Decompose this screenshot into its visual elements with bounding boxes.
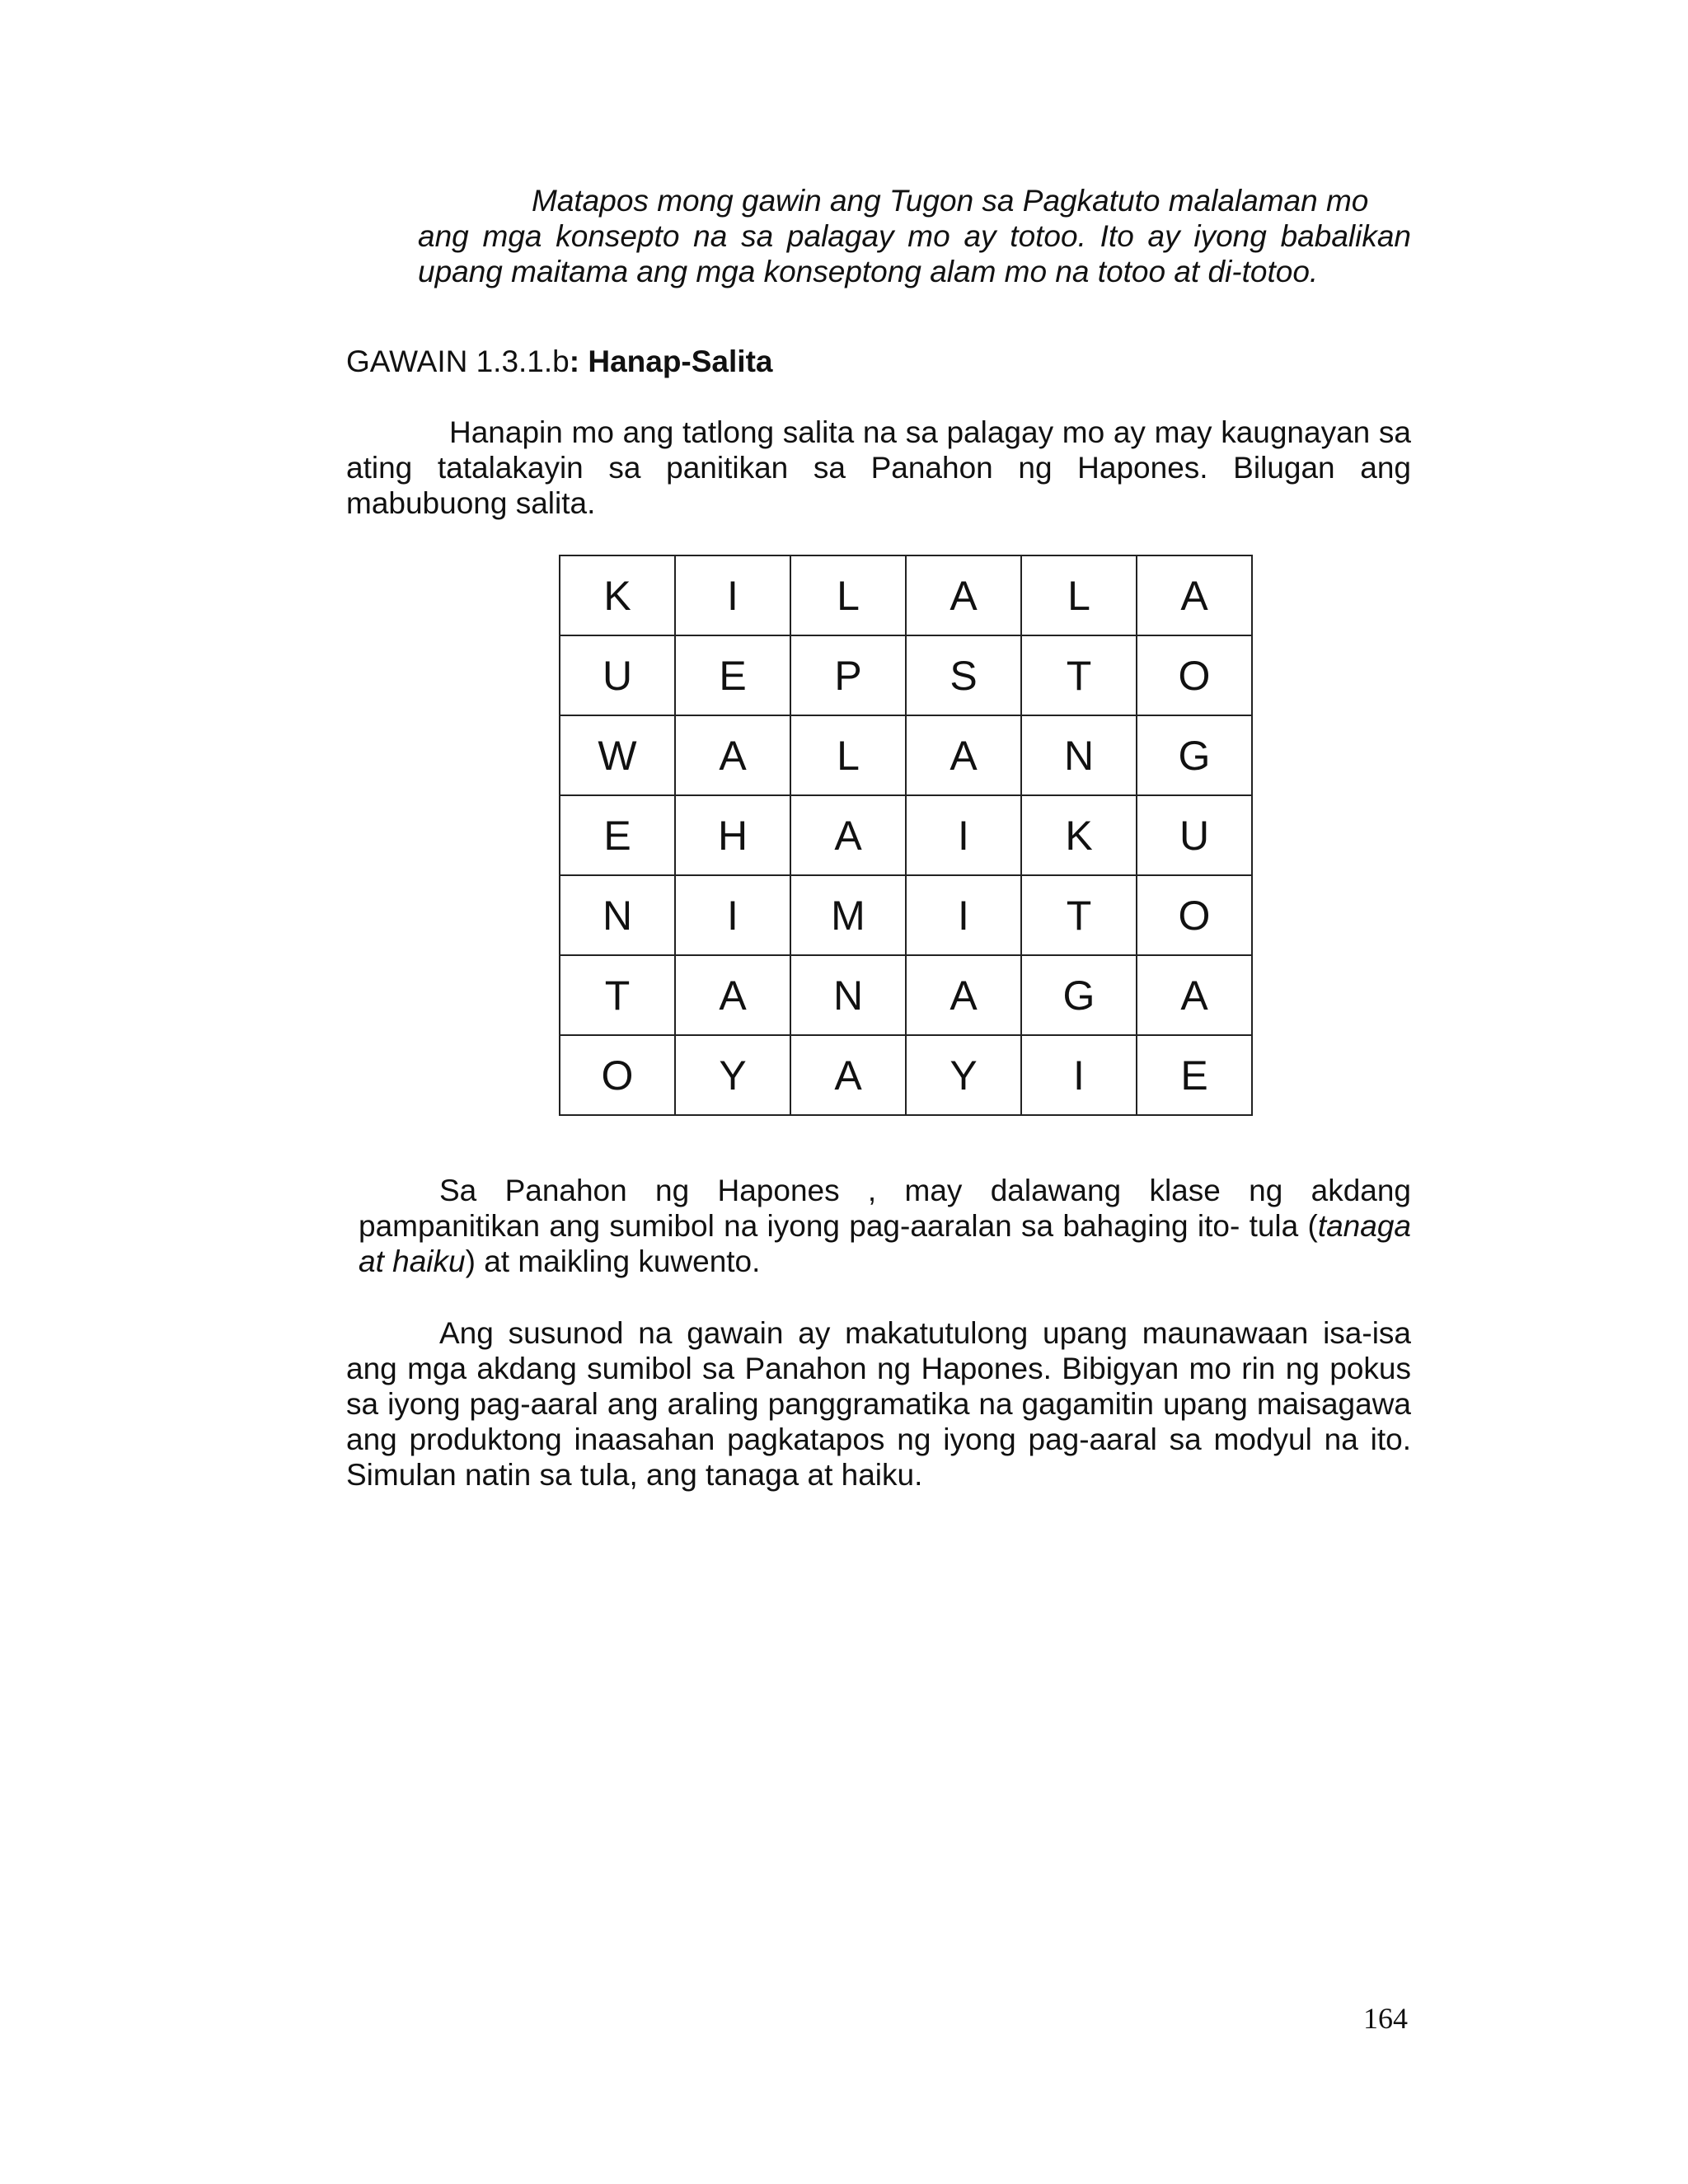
grid-cell: L (790, 555, 906, 635)
intro-line-2: ang mga konsepto na sa palagay mo ay totoo. Ito ay iyong babalikan (418, 219, 1411, 253)
grid-cell: U (1137, 795, 1252, 875)
grid-cell: A (790, 1035, 906, 1115)
periods-italic-term: tanaga at haiku (359, 1209, 1411, 1278)
grid-cell: A (790, 795, 906, 875)
grid-cell: G (1137, 715, 1252, 795)
grid-cell: O (1137, 635, 1252, 715)
grid-cell: G (1021, 955, 1137, 1035)
grid-cell: E (1137, 1035, 1252, 1115)
grid-row (560, 555, 1252, 635)
periods-text-before: Sa Panahon ng Hapones , may dalawang klase ng akdang pampanitikan ang sumibol na iyong pag-aaralan sa bahaging ito- tula ( (359, 1174, 1411, 1243)
grid-cell: I (1021, 1035, 1137, 1115)
grid-cell: L (790, 715, 906, 795)
grid-cell: I (906, 875, 1021, 955)
grid-cell: A (675, 715, 790, 795)
grid-cell: A (906, 555, 1021, 635)
grid-cell: A (906, 715, 1021, 795)
instruction-paragraph: Hanapin mo ang tatlong salita na sa palagay mo ay may kaugnayan sa ating tatalakayin sa panitikan sa Panahon ng Hapones. Bilugan ang mabubuong salita. (346, 415, 1411, 520)
grid-cell: I (906, 795, 1021, 875)
grid-cell: S (906, 635, 1021, 715)
grid-row (560, 955, 1252, 1035)
grid-cell: N (1021, 715, 1137, 795)
grid-cell: I (675, 555, 790, 635)
page-number: 164 (1363, 2002, 1408, 2035)
grid-cell: O (1137, 875, 1252, 955)
grid-cell: A (906, 955, 1021, 1035)
grid-cell: L (1021, 555, 1137, 635)
grid-row (560, 875, 1252, 955)
grid-cell: M (790, 875, 906, 955)
grid-cell: I (675, 875, 790, 955)
grid-cell: N (560, 875, 675, 955)
periods-text-after: ) at maikling kuwento. (465, 1244, 761, 1278)
grid-cell: T (560, 955, 675, 1035)
grid-cell: T (1021, 635, 1137, 715)
intro-line-3: upang maitama ang mga konseptong alam mo na totoo at di-totoo. (418, 255, 1319, 288)
grid-cell: A (675, 955, 790, 1035)
grid-cell: T (1021, 875, 1137, 955)
activity-heading (346, 344, 772, 379)
grid-cell: O (560, 1035, 675, 1115)
grid-cell: K (1021, 795, 1137, 875)
intro-line-1: Matapos mong gawin ang Tugon sa Pagkatuto malalaman mo (532, 184, 1369, 218)
grid-row (560, 795, 1252, 875)
grid-cell: E (560, 795, 675, 875)
activity-title: : Hanap-Salita (569, 344, 773, 378)
grid-cell: N (790, 955, 906, 1035)
grid-row (560, 635, 1252, 715)
grid-cell: Y (906, 1035, 1021, 1115)
grid-row (560, 1035, 1252, 1115)
grid-cell: Y (675, 1035, 790, 1115)
grid-row (560, 715, 1252, 795)
grid-cell: U (560, 635, 675, 715)
grid-cell: W (560, 715, 675, 795)
activity-number: GAWAIN 1.3.1.b (346, 344, 570, 378)
periods-paragraph (359, 1173, 1411, 1279)
grid-cell: K (560, 555, 675, 635)
grid-cell: H (675, 795, 790, 875)
word-search-table (559, 555, 1253, 1116)
grid-cell: P (790, 635, 906, 715)
intro-paragraph (418, 183, 1411, 289)
grid-cell: E (675, 635, 790, 715)
grid-cell: A (1137, 955, 1252, 1035)
next-activity-paragraph: Ang susunod na gawain ay makatutulong upang maunawaan isa-isa ang mga akdang sumibol sa Panahon ng Hapones. Bibigyan mo rin ng pokus sa iyong pag-aaral ang araling panggramatika na gagamitin upang maisagawa ang produktong inaasahan pagkatapos ng iyong pag-aaral sa modyul na ito. Simulan natin sa tula, ang tanaga at haiku. (346, 1316, 1411, 1492)
grid-cell: A (1137, 555, 1252, 635)
word-search-grid (559, 555, 1253, 1116)
